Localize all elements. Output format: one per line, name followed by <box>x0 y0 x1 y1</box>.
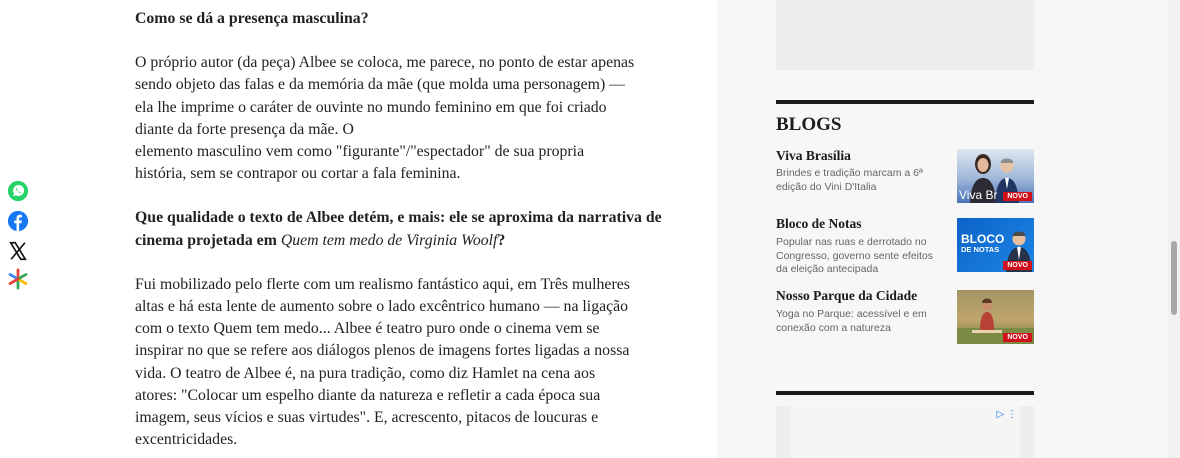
answer-line: elemento masculino vem como "figurante"/"espectador" de sua propria <box>135 143 585 161</box>
interview-answer <box>135 274 670 452</box>
new-badge: NOVO <box>1003 261 1032 270</box>
x-share-button[interactable] <box>6 239 30 263</box>
scrollbar-thumb[interactable] <box>1171 241 1177 315</box>
answer-line: altas e há esta lente de aumento sobre o lado excêntrico humano — na ligação <box>135 298 629 316</box>
answer-line: com o texto Quem tem medo... Albee é teatro puro onde o cinema vem se <box>135 320 600 338</box>
blog-description[interactable] <box>776 308 944 335</box>
description-line: Brindes e tradição marcam a 6ª <box>776 167 923 179</box>
scrollbar-track[interactable] <box>1168 0 1180 458</box>
description-line: Yoga no Parque: acessível e em <box>776 308 927 320</box>
thumb-caption: DE NOTAS <box>961 245 1000 254</box>
blog-thumbnail[interactable] <box>957 218 1034 272</box>
question-line: Que qualidade o texto de Albee detém, e mais: ele se aproxima da narrativa de <box>135 209 662 227</box>
blog-thumbnail[interactable] <box>957 149 1034 203</box>
question-mark: ? <box>497 231 506 249</box>
blog-name[interactable]: Nosso Parque da Cidade <box>776 288 918 303</box>
thumb-caption: Viva Br <box>959 188 998 202</box>
facebook-share-button[interactable] <box>6 209 30 233</box>
new-badge: NOVO <box>1003 333 1032 342</box>
description-line: edição do Vini D'Italia <box>776 180 877 193</box>
answer-line: diante da forte presença da mãe. O <box>135 120 354 138</box>
ad-slot-top[interactable] <box>776 0 1034 70</box>
thumb-caption: BLOCO <box>961 232 1005 246</box>
ad-frame <box>790 406 1020 458</box>
google-news-share-button[interactable] <box>6 267 30 291</box>
answer-line: imagem, seus vícios e suas virtudes". E, acrescento, pitacos de loucuras e <box>135 409 599 427</box>
description-line: da eleição antecipada <box>776 263 879 275</box>
whatsapp-share-button[interactable] <box>6 179 30 203</box>
google-news-icon <box>7 268 29 290</box>
answer-line: O próprio autor (da peça) Albee se coloca, me parece, no ponto de estar apenas <box>135 54 635 72</box>
whatsapp-icon <box>7 180 29 202</box>
blog-description[interactable] <box>776 167 944 194</box>
film-title: Quem tem medo de Virginia Woolf <box>280 231 498 249</box>
answer-line: excentricidades. <box>135 431 238 449</box>
blog-name[interactable]: Bloco de Notas <box>776 216 862 231</box>
section-divider <box>776 100 1034 104</box>
facebook-icon <box>7 210 29 232</box>
answer-line: ela lhe imprime o caráter de ouvinte no mundo feminino em que foi criado <box>135 98 607 116</box>
description-line: Congresso, governo sente efeitos <box>776 249 934 262</box>
blog-name[interactable]: Viva Brasília <box>776 148 851 163</box>
blog-thumbnail[interactable] <box>957 290 1034 344</box>
adchoices-icon[interactable]: ▷ ⋮ <box>996 409 1017 420</box>
blog-description[interactable] <box>776 236 944 277</box>
blogs-heading: BLOGS <box>776 114 842 135</box>
answer-line: sendo objeto das falas e da memória da mãe (que molda uma personagem) — <box>135 76 625 94</box>
question-line: cinema projetada em <box>135 231 281 249</box>
section-divider <box>776 391 1034 395</box>
interview-question <box>135 207 670 251</box>
new-badge: NOVO <box>1003 192 1032 201</box>
interview-answer <box>135 52 670 185</box>
answer-line: vida. O teatro de Albee é, na pura tradição, como diz Hamlet na cena aos <box>135 364 596 382</box>
interview-question: Como se dá a presença masculina? <box>135 10 369 27</box>
answer-line: história, sem se contrapor ou cortar a fala feminina. <box>135 165 461 183</box>
answer-line: Fui mobilizado pelo flerte com um realismo fantástico aqui, em Três mulheres <box>135 275 630 293</box>
description-line: Popular nas ruas e derrotado no <box>776 236 927 248</box>
description-line: conexão com a natureza <box>776 321 891 334</box>
answer-line: atores: "Colocar um espelho diante da natureza e refletir a cada época sua <box>135 386 601 404</box>
ad-slot-bottom[interactable] <box>776 406 1034 458</box>
article-body <box>135 8 670 451</box>
x-icon <box>7 240 29 262</box>
answer-line: inspirar no que se refere aos diálogos plenos de imagens fortes ligadas a nossa <box>135 342 630 360</box>
